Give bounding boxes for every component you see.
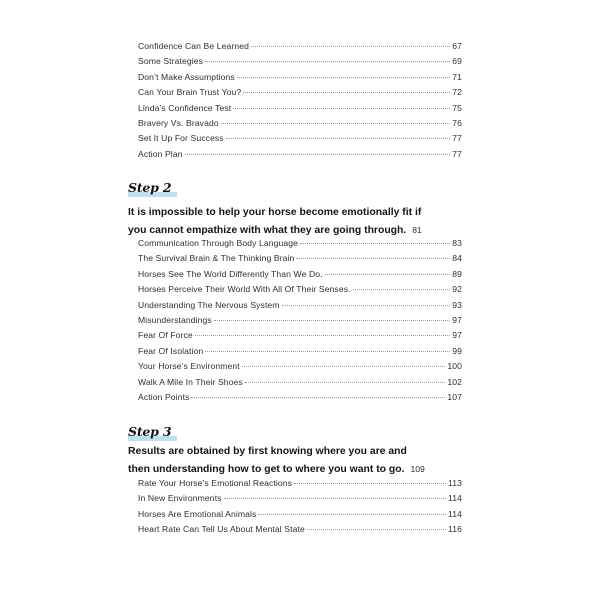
toc-entry[interactable] [138,361,462,376]
toc-entry-title: Communication Through Body Language [138,238,299,248]
toc-entry-page: 69 [452,56,462,67]
toc-entry-title: Heart Rate Can Tell Us About Mental State [138,524,305,535]
toc-entry-title: Understanding The Nervous System [138,299,280,310]
toc-entry[interactable] [138,300,462,315]
dot-leader [243,92,450,93]
toc-entry-title: Confidence Can Be Learned [138,41,249,51]
toc-entry[interactable] [138,41,462,56]
toc-entry-page: 89 [452,268,462,279]
step-2-heading-page: 81 [412,224,422,235]
toc-entry-title: Rate Your Horse’s Emotional Reactions [138,478,293,488]
dot-leader [282,305,450,306]
toc-entry-page: 77 [452,148,462,159]
toc-entry[interactable] [138,478,462,493]
toc-entry-title: Don’t Make Assumptions [138,71,235,82]
toc-entry[interactable] [138,103,462,118]
dot-leader [242,366,446,367]
toc-entry-page: 71 [452,71,462,82]
toc-entry-page: 107 [447,391,462,402]
dot-leader [224,498,446,499]
dot-leader [233,108,450,109]
toc-entry-page: 92 [452,284,462,295]
toc-entry-title: Can Your Brain Trust You? [138,87,242,98]
toc-entry[interactable] [138,509,462,524]
toc-entry[interactable] [138,56,462,71]
toc-entry-title: Some Strategies [138,56,204,67]
step-3-heading[interactable] [128,444,464,478]
toc-entry-title: Action Plan [138,148,183,159]
step-2-heading-line-2-row [128,222,464,240]
step-3-heading-line-1: Results are obtained by first knowing where you are and [128,446,407,457]
toc-entry[interactable] [138,315,462,330]
step-3-text: Step 3 [128,424,172,439]
dot-leader [205,61,450,62]
toc-entry[interactable] [138,346,462,361]
toc-entry-title: Linda’s Confidence Test [138,102,232,113]
toc-entry-page: 77 [452,133,462,144]
step-3-heading-line-2: then understanding how to get to where you want to go. [128,463,405,475]
dot-leader [307,529,446,530]
toc-entry-page: 99 [452,345,462,356]
toc-entry[interactable] [138,377,462,392]
toc-entry-title: Fear Of Force [138,330,193,341]
step-2-heading[interactable] [128,205,464,239]
toc-entry[interactable] [138,72,462,87]
toc-entry-title: Horses Are Emotional Animals [138,508,257,519]
toc-entry-page: 93 [452,299,462,310]
toc-entry[interactable] [138,269,462,284]
toc-entry-page: 116 [448,524,462,535]
dot-leader [353,289,450,290]
toc-entry-page: 72 [452,87,462,98]
toc-entry[interactable] [138,524,462,539]
toc-entry[interactable] [138,149,462,164]
dot-leader [226,138,450,139]
toc-entry-title: The Survival Brain & The Thinking Brain [138,253,295,264]
toc-entry[interactable] [138,238,462,253]
toc-entry[interactable] [138,330,462,345]
toc-entry-page: 84 [452,253,462,264]
step-2-label [128,180,171,198]
dot-leader [195,335,450,336]
toc-entry[interactable] [138,87,462,102]
toc-entry-title: Fear Of Isolation [138,345,204,356]
toc-entry[interactable] [138,284,462,299]
step-3-heading-page: 109 [410,463,425,474]
toc-entry-page: 67 [452,41,462,51]
toc-entry-page: 114 [448,508,462,519]
toc-entry-title: Set It Up For Success [138,133,224,144]
toc-entry-page: 114 [448,493,462,504]
dot-leader [300,243,450,244]
step-2-heading-line-2: you cannot empathize with what they are going through. [128,224,407,236]
dot-leader [245,382,446,383]
toc-list-step-3 [138,478,462,540]
toc-entry-page: 97 [452,314,462,325]
dot-leader [205,351,450,352]
toc-entry-title: Horses Perceive Their World With All Of Their Senses. [138,284,351,295]
step-2-text: Step 2 [128,180,172,195]
toc-entry-page: 113 [448,478,462,488]
dot-leader [294,483,446,484]
dot-leader [185,154,450,155]
toc-entry[interactable] [138,253,462,268]
dot-leader [237,77,450,78]
toc-entry-page: 75 [452,102,462,113]
toc-list-continued [138,41,462,164]
toc-entry[interactable] [138,392,462,407]
toc-entry-title: Walk A Mile In Their Shoes [138,376,243,387]
toc-entry-title: In New Environments [138,493,222,504]
step-3-heading-line-2-row [128,461,464,479]
dot-leader [221,123,450,124]
toc-entry[interactable] [138,118,462,133]
dot-leader [191,397,445,398]
toc-entry-page: 100 [447,361,462,372]
toc-entry-title: Horses See The World Differently Than We Do. [138,268,323,279]
toc-entry-page: 76 [452,117,462,128]
toc-entry-title: Misunderstandings [138,314,212,325]
toc-entry-title: Your Horse’s Environment [138,361,240,372]
toc-entry-page: 102 [447,376,462,387]
toc-entry[interactable] [138,133,462,148]
dot-leader [296,258,450,259]
dot-leader [214,320,450,321]
toc-entry-page: 97 [452,330,462,341]
toc-list-step-2 [138,238,462,407]
toc-entry-page: 83 [452,238,462,248]
dot-leader [258,514,446,515]
toc-entry[interactable] [138,493,462,508]
toc-entry-title: Bravery Vs. Bravado [138,117,219,128]
dot-leader [325,274,450,275]
dot-leader [251,46,450,47]
step-2-heading-line-1: It is impossible to help your horse become emotionally fit if [128,207,422,218]
toc-entry-title: Action Points [138,391,190,402]
step-3-label [128,424,171,442]
